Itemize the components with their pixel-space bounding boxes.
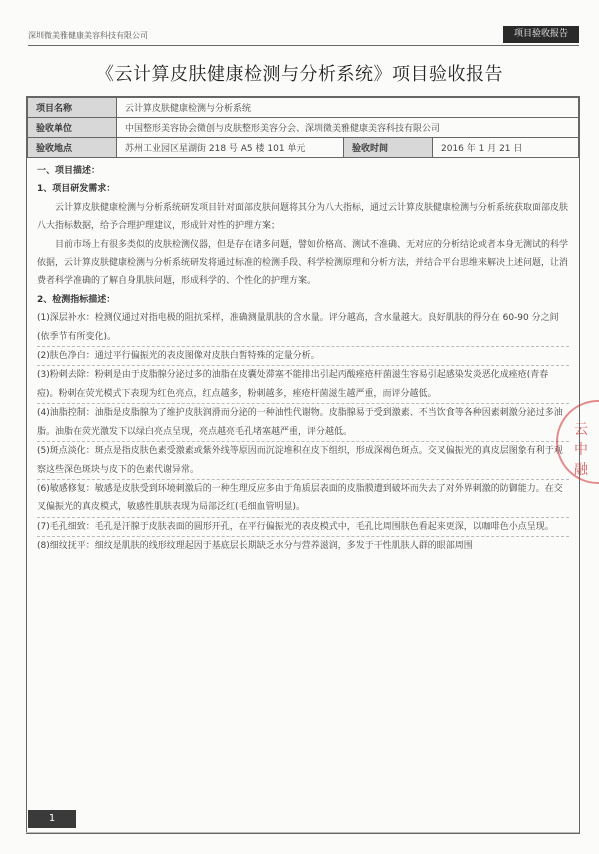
- list-item: (8)细纹抚平：细纹是肌肤的线形纹理起因于基底层长期缺乏水分与营养滋润，多发于干性肌肤人群的眼部周围: [37, 541, 473, 552]
- time-label: 验收时间: [344, 138, 433, 158]
- page-number: 1: [28, 810, 76, 828]
- list-item: (4)油脂控制：油脂是皮脂腺为了维护皮肤润滑而分泌的一种油性代谢物。皮脂腺易于受到激素、不当饮食等各种因素刺激分泌过多油脂。油脂在荧光激发下以绿白亮点呈现，亮点越亮毛孔堵塞越严重，评分越低。: [37, 408, 563, 437]
- acceptance-unit-value: 中国整形美容协会微创与皮肤整形美容分会、深圳微美雅健康美容科技有限公司: [117, 118, 579, 138]
- stamp-text: 云 中 融: [574, 422, 588, 478]
- location-label: 验收地点: [28, 138, 117, 158]
- section-heading: 一、项目描述：: [37, 166, 101, 176]
- acceptance-unit-label: 验收单位: [28, 118, 117, 138]
- location-value: 苏州工业园区星湖街 218 号 A5 楼 101 单元: [117, 138, 344, 158]
- company-header: 深圳微美雅健康美容科技有限公司: [28, 31, 148, 40]
- project-name-value: 云计算皮肤健康检测与分析系统: [117, 98, 579, 118]
- list-item: (5)斑点淡化：斑点是指皮肤色素受激素或紫外线等原因而沉淀堆积在皮下组织，形成深褐色斑点。交叉偏振光的真皮层图象有利于观察这些深色斑块与皮下的色素代谢异常。: [37, 446, 563, 475]
- report-body: [27, 158, 579, 556]
- report-badge: 项目验收报告: [503, 26, 579, 43]
- list-item: (1)深层补水：检测仪通过对指电极的阻抗采样，准确测量肌肤的含水量。评分越高，含水量越大。良好肌肤的得分在 60-90 分之间(依季节有所变化)。: [37, 313, 559, 342]
- table-row: [28, 98, 579, 118]
- header-divider: [28, 45, 579, 46]
- table-row: [28, 138, 579, 158]
- page-title: 《云计算皮肤健康检测与分析系统》项目验收报告: [96, 64, 503, 85]
- project-name-label: 项目名称: [28, 98, 117, 118]
- list-item: (3)粉刺去除：粉刺是由于皮脂腺分泌过多的油脂在皮囊处滞塞不能排出引起丙酸痤疮杆菌滋生容易引起感染发炎恶化成痤疮(青春痘)。粉刺在荧光模式下表现为红色亮点，红点越多，粉刺越多，痤疮杆菌滋生越严重，而评分越低。: [37, 370, 549, 399]
- footer-divider: [26, 832, 579, 833]
- table-row: [28, 118, 579, 138]
- list-item: (7)毛孔细致：毛孔是汗腺于皮肤表面的圆形开孔，在平行偏振光的表皮模式中，毛孔比周围肤色看起来更深，以咖啡色小点呈现。: [37, 521, 554, 532]
- list-item: (6)敏感修复：敏感是皮肤受到环境刺激后的一种生理反应多由于角质层表面的皮脂膜遭到破坏而失去了对外界刺激的防御能力。在交叉偏振光的真皮模式，敏感性肌肤表现为局部泛红(毛细血管明显)。: [37, 483, 563, 513]
- subsection-heading: 2、检测指标描述：: [37, 294, 116, 305]
- info-table: [27, 97, 579, 158]
- subsection-heading: 1、项目研发需求：: [37, 184, 116, 195]
- time-value: 2016 年 1 月 21 日: [433, 138, 579, 158]
- content-frame: [26, 96, 580, 834]
- paragraph: 云计算皮肤健康检测与分析系统研发项目针对面部皮肤问题将其分为八大指标，通过云计算皮肤健康检测与分析系统获取面部皮肤八大指标数据，给予合理护理建议，形成针对性的护理方案；: [37, 202, 569, 232]
- paragraph: 目前市场上有很多类似的皮肤检测仪器，但是存在诸多问题，譬如价格高、测试不准确、无对应的分析结论或者本身无测试的科学依据，云计算皮肤健康检测与分析系统研发将通过标准的检测手段、科学检测原理和分析方法，并结合平台思维来解决上述问题，让消费者科学准确的了解自身肌肤问题，形成科学的、个性化的护理方案。: [37, 239, 569, 287]
- list-item: (2)肤色净白：通过平行偏振光的表皮图像对皮肤白皙特殊的定量分析。: [37, 351, 320, 362]
